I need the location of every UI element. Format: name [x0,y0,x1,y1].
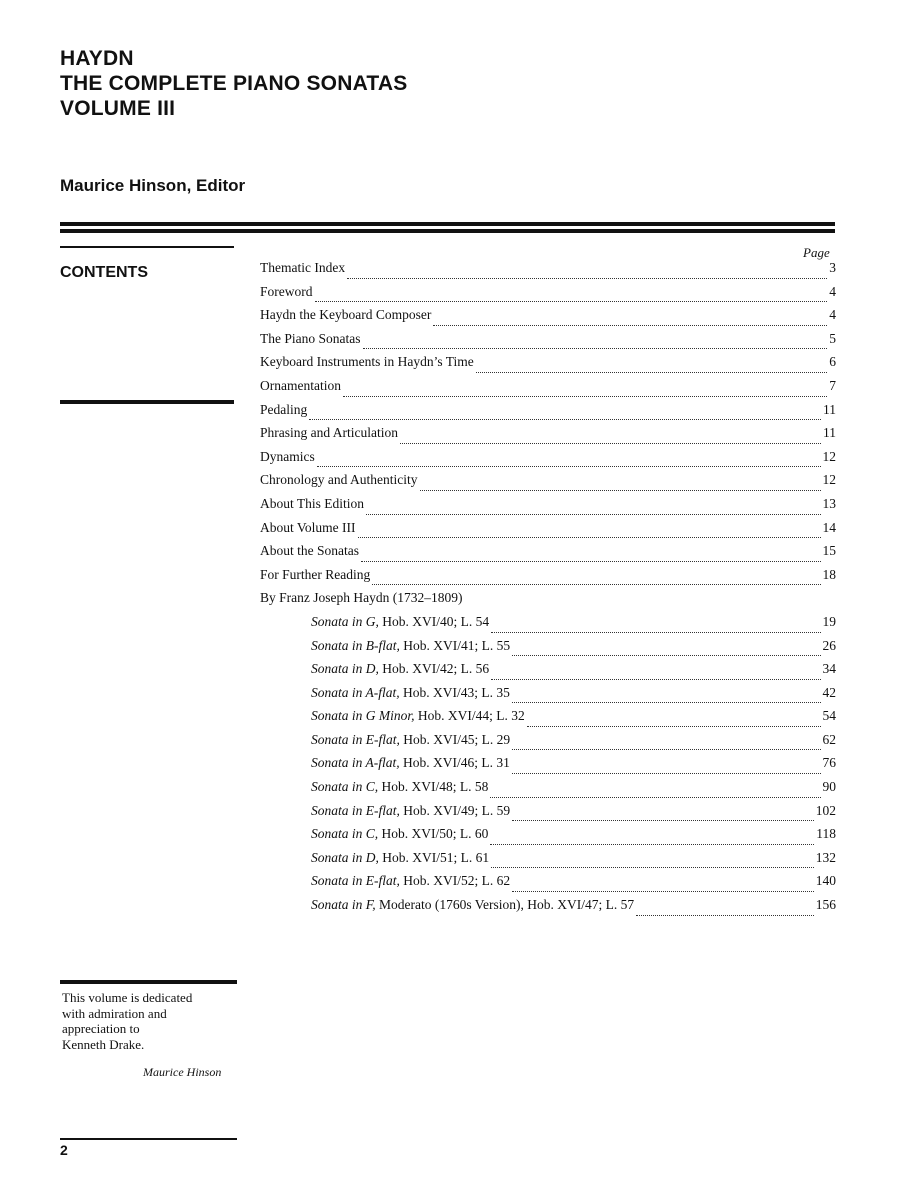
leader-dots [491,866,814,868]
toc-entry [260,449,836,473]
toc-entry-title: Keyboard Instruments in Haydn’s Time [260,354,474,370]
sonata-page: 76 [822,755,836,771]
sonata-key: Sonata in B-flat, [311,637,400,653]
toc-entry [260,520,836,544]
toc-entry-page: 5 [829,330,836,346]
sonata-page: 54 [822,708,836,724]
dedication-top-rule [60,980,237,984]
toc-entry-page: 12 [822,448,836,464]
toc-entry [260,307,836,331]
sonata-title [311,755,510,771]
toc-entry-page: 11 [823,401,836,417]
sonata-title [311,685,510,701]
toc-entry-title: Ornamentation [260,377,341,393]
page-number: 2 [60,1142,68,1158]
leader-dots [400,442,821,444]
sonata-page: 132 [815,849,836,865]
leader-dots [512,772,821,774]
sonata-key: Sonata in C, [311,779,379,795]
sonata-title [311,661,489,677]
toc-entry [260,496,836,520]
dedication-signature: Maurice Hinson [143,1065,222,1079]
sonata-page: 102 [815,802,836,818]
sonata-title [311,732,510,748]
sonata-key: Sonata in D, [311,849,379,865]
toc-entry-title: Foreword [260,283,313,299]
sonata-key: Sonata in G Minor, [311,708,415,724]
toc-entry-title: Dynamics [260,448,315,464]
toc-entry-page: 11 [823,425,836,441]
toc-entry-page: 18 [822,566,836,582]
sonata-key: Sonata in A-flat, [311,755,400,771]
toc-sonata-entry [260,638,836,662]
leader-dots [476,371,828,373]
sonata-key: Sonata in A-flat, [311,684,400,700]
sonata-catalog: Hob. XVI/52; L. 62 [399,873,511,889]
title-line-3: VOLUME III [60,97,176,120]
sonata-key: Sonata in G, [311,613,379,629]
toc-sonata-entry [260,755,836,779]
sonata-title [311,638,510,654]
leader-dots [347,277,827,279]
toc-sonata-entry [260,897,836,921]
title-line-2: THE COMPLETE PIANO SONATAS [60,72,408,95]
leader-dots [490,843,814,845]
toc-entry-page: 12 [822,472,836,488]
toc-entry-page: 3 [829,260,836,275]
toc-entry [260,567,836,591]
toc-entry [260,260,836,284]
book-title [60,46,407,121]
leader-dots [512,890,814,892]
toc-entry [260,425,836,449]
toc-entry-page: 13 [822,495,836,511]
sonata-key: Sonata in C, [311,826,379,842]
sonata-title [311,779,488,795]
toc-entry-title: Phrasing and Articulation [260,425,398,441]
leader-dots [317,465,821,467]
dedication-text [62,990,242,1052]
sonata-title [311,850,489,866]
leader-dots [309,418,821,420]
contents-heading: CONTENTS [60,264,148,281]
toc-entry-title: Chronology and Authenticity [260,472,418,488]
sonata-title [311,873,510,889]
sonata-catalog: Hob. XVI/51; L. 61 [378,849,490,865]
toc-entry-page: 6 [829,354,836,370]
toc-entry-title: About Volume III [260,519,356,535]
toc-sonata-entry [260,661,836,685]
leader-dots [512,748,820,750]
sonata-catalog: Hob. XVI/48; L. 58 [378,779,489,795]
leader-dots [433,324,827,326]
sonata-page: 26 [822,637,836,653]
sonata-page: 156 [815,897,836,913]
table-of-contents [260,260,836,921]
sonata-title [311,826,488,842]
toc-entry-page: 15 [822,543,836,559]
sonata-page: 118 [816,826,836,842]
sonata-title [311,897,634,913]
toc-sonata-entry [260,732,836,756]
sonata-key: Sonata in E-flat, [311,873,400,889]
leader-dots [363,347,828,349]
sonata-page: 90 [822,779,836,795]
leader-dots [358,536,821,538]
sonata-page: 62 [822,731,836,747]
leader-dots [420,489,821,491]
sonata-catalog: Hob. XVI/40; L. 54 [378,613,490,629]
toc-entry-title: The Piano Sonatas [260,330,361,346]
sonata-title [311,614,489,630]
sonata-catalog: Hob. XVI/44; L. 32 [414,708,525,724]
page-column-label: Page [803,245,830,260]
sonata-catalog: Hob. XVI/41; L. 55 [399,637,511,653]
toc-entry-title: Thematic Index [260,260,346,275]
sonata-catalog: Hob. XVI/49; L. 59 [399,802,511,818]
toc-sonata-entry [260,779,836,803]
sonata-key: Sonata in F, [311,897,376,913]
toc-entry-title: For Further Reading [260,566,371,582]
toc-entry [260,284,836,308]
leader-dots [372,583,820,585]
toc-entry-page: 7 [829,377,836,393]
sonata-key: Sonata in E-flat, [311,802,400,818]
toc-entry [260,331,836,355]
toc-entry-title: About This Edition [260,495,365,511]
leader-dots [512,701,821,703]
editor-credit: Maurice Hinson, Editor [60,176,246,195]
toc-entry-page: 4 [829,307,836,323]
toc-entry [260,402,836,426]
dedication-line: This volume is dedicated [62,990,193,1005]
footer-rule [60,1138,237,1140]
sonata-catalog: Hob. XVI/46; L. 31 [399,755,510,771]
leader-dots [527,725,821,727]
leader-dots [315,300,828,302]
toc-sonata-entry [260,850,836,874]
toc-entry-page: 4 [829,283,836,299]
toc-entry-title: Pedaling [260,401,308,417]
sonata-title [311,803,510,819]
toc-entry [260,472,836,496]
leader-dots [491,631,820,633]
toc-entry-title: About the Sonatas [260,543,359,559]
toc-sonata-entry [260,803,836,827]
leader-dots [636,914,814,916]
sonata-page: 34 [822,661,836,677]
toc-entry-title: Haydn the Keyboard Composer [260,307,432,323]
sonata-page: 140 [815,873,836,889]
contents-top-rule [60,246,234,248]
leader-dots [512,654,820,656]
sonata-key: Sonata in E-flat, [311,731,400,747]
toc-composer-line [260,590,836,614]
leader-dots [361,560,821,562]
header-double-rule [60,222,835,234]
leader-dots [512,819,814,821]
toc-entry [260,378,836,402]
toc-entry [260,354,836,378]
toc-sonata-entry [260,826,836,850]
contents-bottom-rule [60,400,234,404]
toc-sonata-entry [260,685,836,709]
sonata-title [311,708,525,724]
leader-dots [343,395,827,397]
toc-entry-page: 14 [822,519,836,535]
dedication-line: appreciation to [62,1021,140,1036]
sonata-key: Sonata in D, [311,661,379,677]
sonata-catalog: Hob. XVI/42; L. 56 [378,661,490,677]
toc-entry [260,543,836,567]
toc-sonata-entry [260,708,836,732]
title-line-1: HAYDN [60,47,134,70]
sonata-catalog: Hob. XVI/43; L. 35 [399,684,510,700]
sonata-page: 19 [822,613,836,629]
dedication-line: Kenneth Drake. [62,1036,145,1052]
sonata-catalog: Hob. XVI/45; L. 29 [399,731,511,747]
leader-dots [490,796,820,798]
leader-dots [366,513,820,515]
sonata-catalog: Moderato (1760s Version), Hob. XVI/47; L. 57 [375,897,635,913]
sonata-page: 42 [822,684,836,700]
composer-line-text: By Franz Joseph Haydn (1732–1809) [260,590,463,606]
toc-sonata-entry [260,873,836,897]
leader-dots [491,678,820,680]
sonata-catalog: Hob. XVI/50; L. 60 [378,826,489,842]
dedication-line: with admiration and [62,1005,167,1021]
toc-sonata-entry [260,614,836,638]
